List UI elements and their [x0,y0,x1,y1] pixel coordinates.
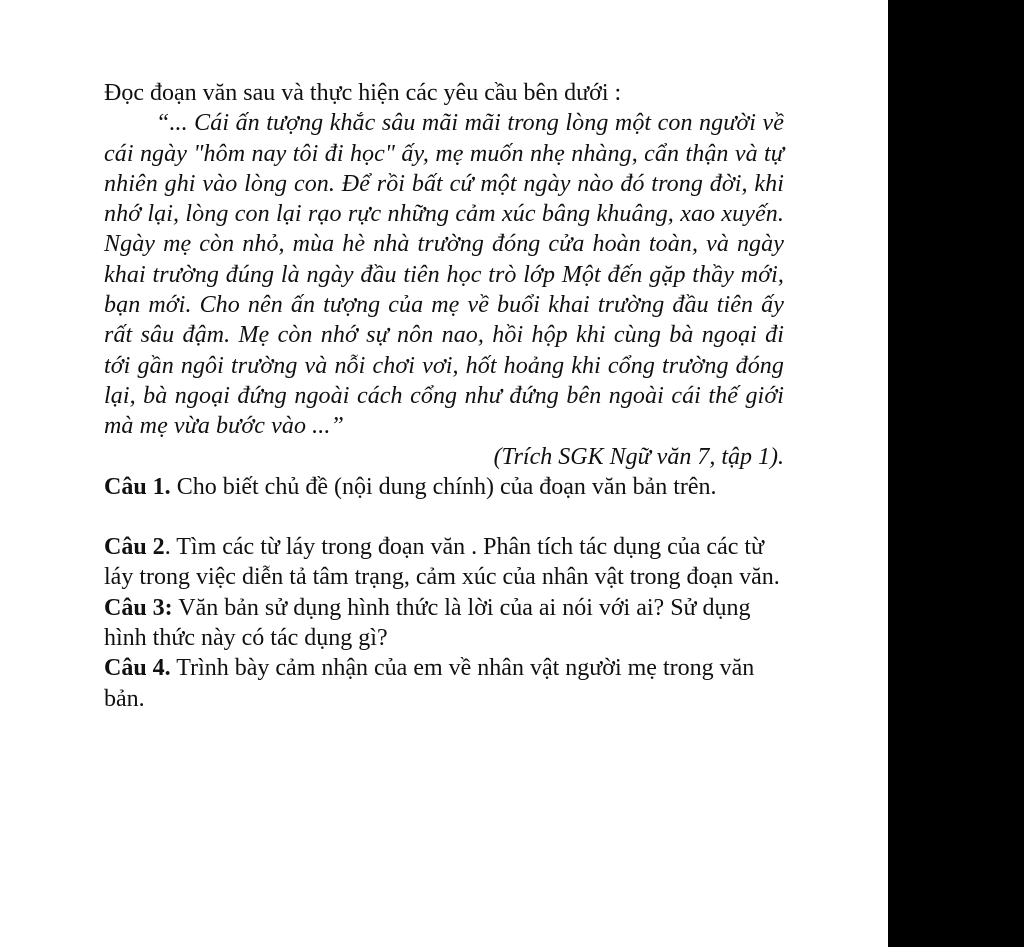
document-content [104,78,784,714]
question-1 [104,472,784,502]
question-3 [104,593,784,654]
blank-line [104,502,784,532]
instruction-line: Đọc đoạn văn sau và thực hiện các yêu cầu bên dưới : [104,80,622,106]
question-4-label: Câu 4. [104,655,171,682]
question-1-label: Câu 1. [104,473,171,500]
question-1-text: Cho biết chủ đề (nội dung chính) của đoạn văn bản trên. [170,473,717,500]
question-3-label: Câu 3: [104,594,173,621]
question-2-label: Câu 2 [104,534,165,561]
question-2-text: . Tìm các từ láy trong đoạn văn . Phân tích tác dụng của các từ láy trong việc diễn tả tâm trạng, cảm xúc của nhân vật trong đoạn văn. [104,534,780,591]
black-margin-strip [888,0,1024,947]
question-3-text: Văn bản sử dụng hình thức là lời của ai nói với ai? Sử dụng hình thức này có tác dụng gì? [104,594,751,652]
question-2 [104,532,784,593]
question-4-text: Trình bày cảm nhận của em về nhân vật người mẹ trong văn bản. [104,655,755,712]
question-4 [104,653,784,714]
passage-text: “... Cái ấn tượng khắc sâu mãi mãi trong lòng một con người về cái ngày "hôm nay tôi đi học" ấy, mẹ muốn nhẹ nhàng, cẩn thận và tự nhiên ghi vào lòng con. Để rồi bất cứ một ngày nào đó trong đời, khi nhớ lại, lòng con lại rạo rực những cảm xúc bâng khuâng, xao xuyến. Ngày mẹ còn nhỏ, mùa hè nhà trường đóng cửa hoàn toàn, và ngày khai trường đúng là ngày đầu tiên học trò lớp Một đến gặp thầy mới, bạn mới. Cho nên ấn tượng của mẹ về buổi khai trường đầu tiên ấy rất sâu đậm. Mẹ còn nhớ sự nôn nao, hồi hộp khi cùng bà ngoại đi tới gần ngôi trường và nỗi chơi vơi, hốt hoảng khi cổng trường đóng lại, bà ngoại đứng ngoài cách cổng như đứng bên ngoài cái thế giới mà mẹ vừa bước vào ...” [104,110,784,440]
source-citation: (Trích SGK Ngữ văn 7, tập 1). [493,443,784,470]
